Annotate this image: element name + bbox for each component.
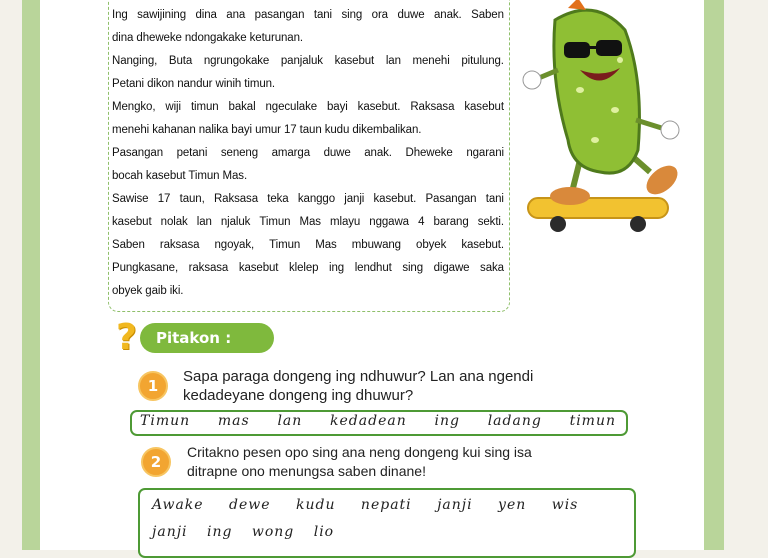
story-line: Nanging, Buta ngrungokake panjaluk kasebut lan menehi pitulung. [112, 55, 504, 67]
story-line: dina dheweke ndongakake keturunan. [112, 32, 303, 44]
cucumber-skateboarder-icon [520, 0, 700, 240]
answer-2-line-1: Awake dewe kudu nepati janji yen wis [152, 497, 579, 513]
story-line: menehi kahanan nalika bayi umur 17 taun kudu dikembalikan. [112, 124, 422, 136]
question-2-line-1: Critakno pesen opo sing ana neng dongeng kui sing isa [187, 444, 532, 460]
story-line: Mengko, wiji timun bakal ngeculake bayi kasebut. Raksasa kasebut [112, 101, 504, 113]
question-1-line-1: Sapa paraga dongeng ing ndhuwur? Lan ana ngendi [183, 368, 534, 385]
story-line: Ing sawijining dina ana pasangan tani sing ora duwe anak. Saben [112, 9, 504, 21]
question-2-number: 2 [141, 447, 171, 477]
left-frame-border [22, 0, 40, 550]
story-line: kasebut nolak lan njaluk Timun Mas mlayu nggawa 4 barang sekti. [112, 216, 504, 228]
story-line: Pungkasane, raksasa kasebut klelep ing lendhut sing digawe saka [112, 262, 504, 274]
story-line: Sawise 17 taun, Raksasa teka kanggo janji kasebut. Pasangan tani [112, 193, 504, 205]
answer-2-line-2: janji ing wong lio [152, 524, 335, 540]
section-title: Pitakon : [156, 329, 232, 347]
question-mark-icon: ? [116, 317, 137, 358]
question-2-line-2: ditrapne ono menungsa saben dinane! [187, 463, 426, 479]
answer-1-text: Timun mas lan kedadean ing ladang timun [140, 413, 616, 429]
question-1-number: 1 [138, 371, 168, 401]
story-line: bocah kasebut Timun Mas. [112, 170, 248, 182]
story-line: Petani dikon nandur winih timun. [112, 78, 276, 90]
question-1-line-2: kedadeyane dongeng ing dhuwur? [183, 387, 414, 404]
story-line: obyek gaib iki. [112, 285, 184, 297]
story-line: Pasangan petani seneng amarga duwe anak. Dheweke ngarani [112, 147, 504, 159]
right-frame-border [704, 0, 724, 550]
story-line: Saben raksasa ngoyak, Timun Mas mbuwang obyek kasebut. [112, 239, 504, 251]
